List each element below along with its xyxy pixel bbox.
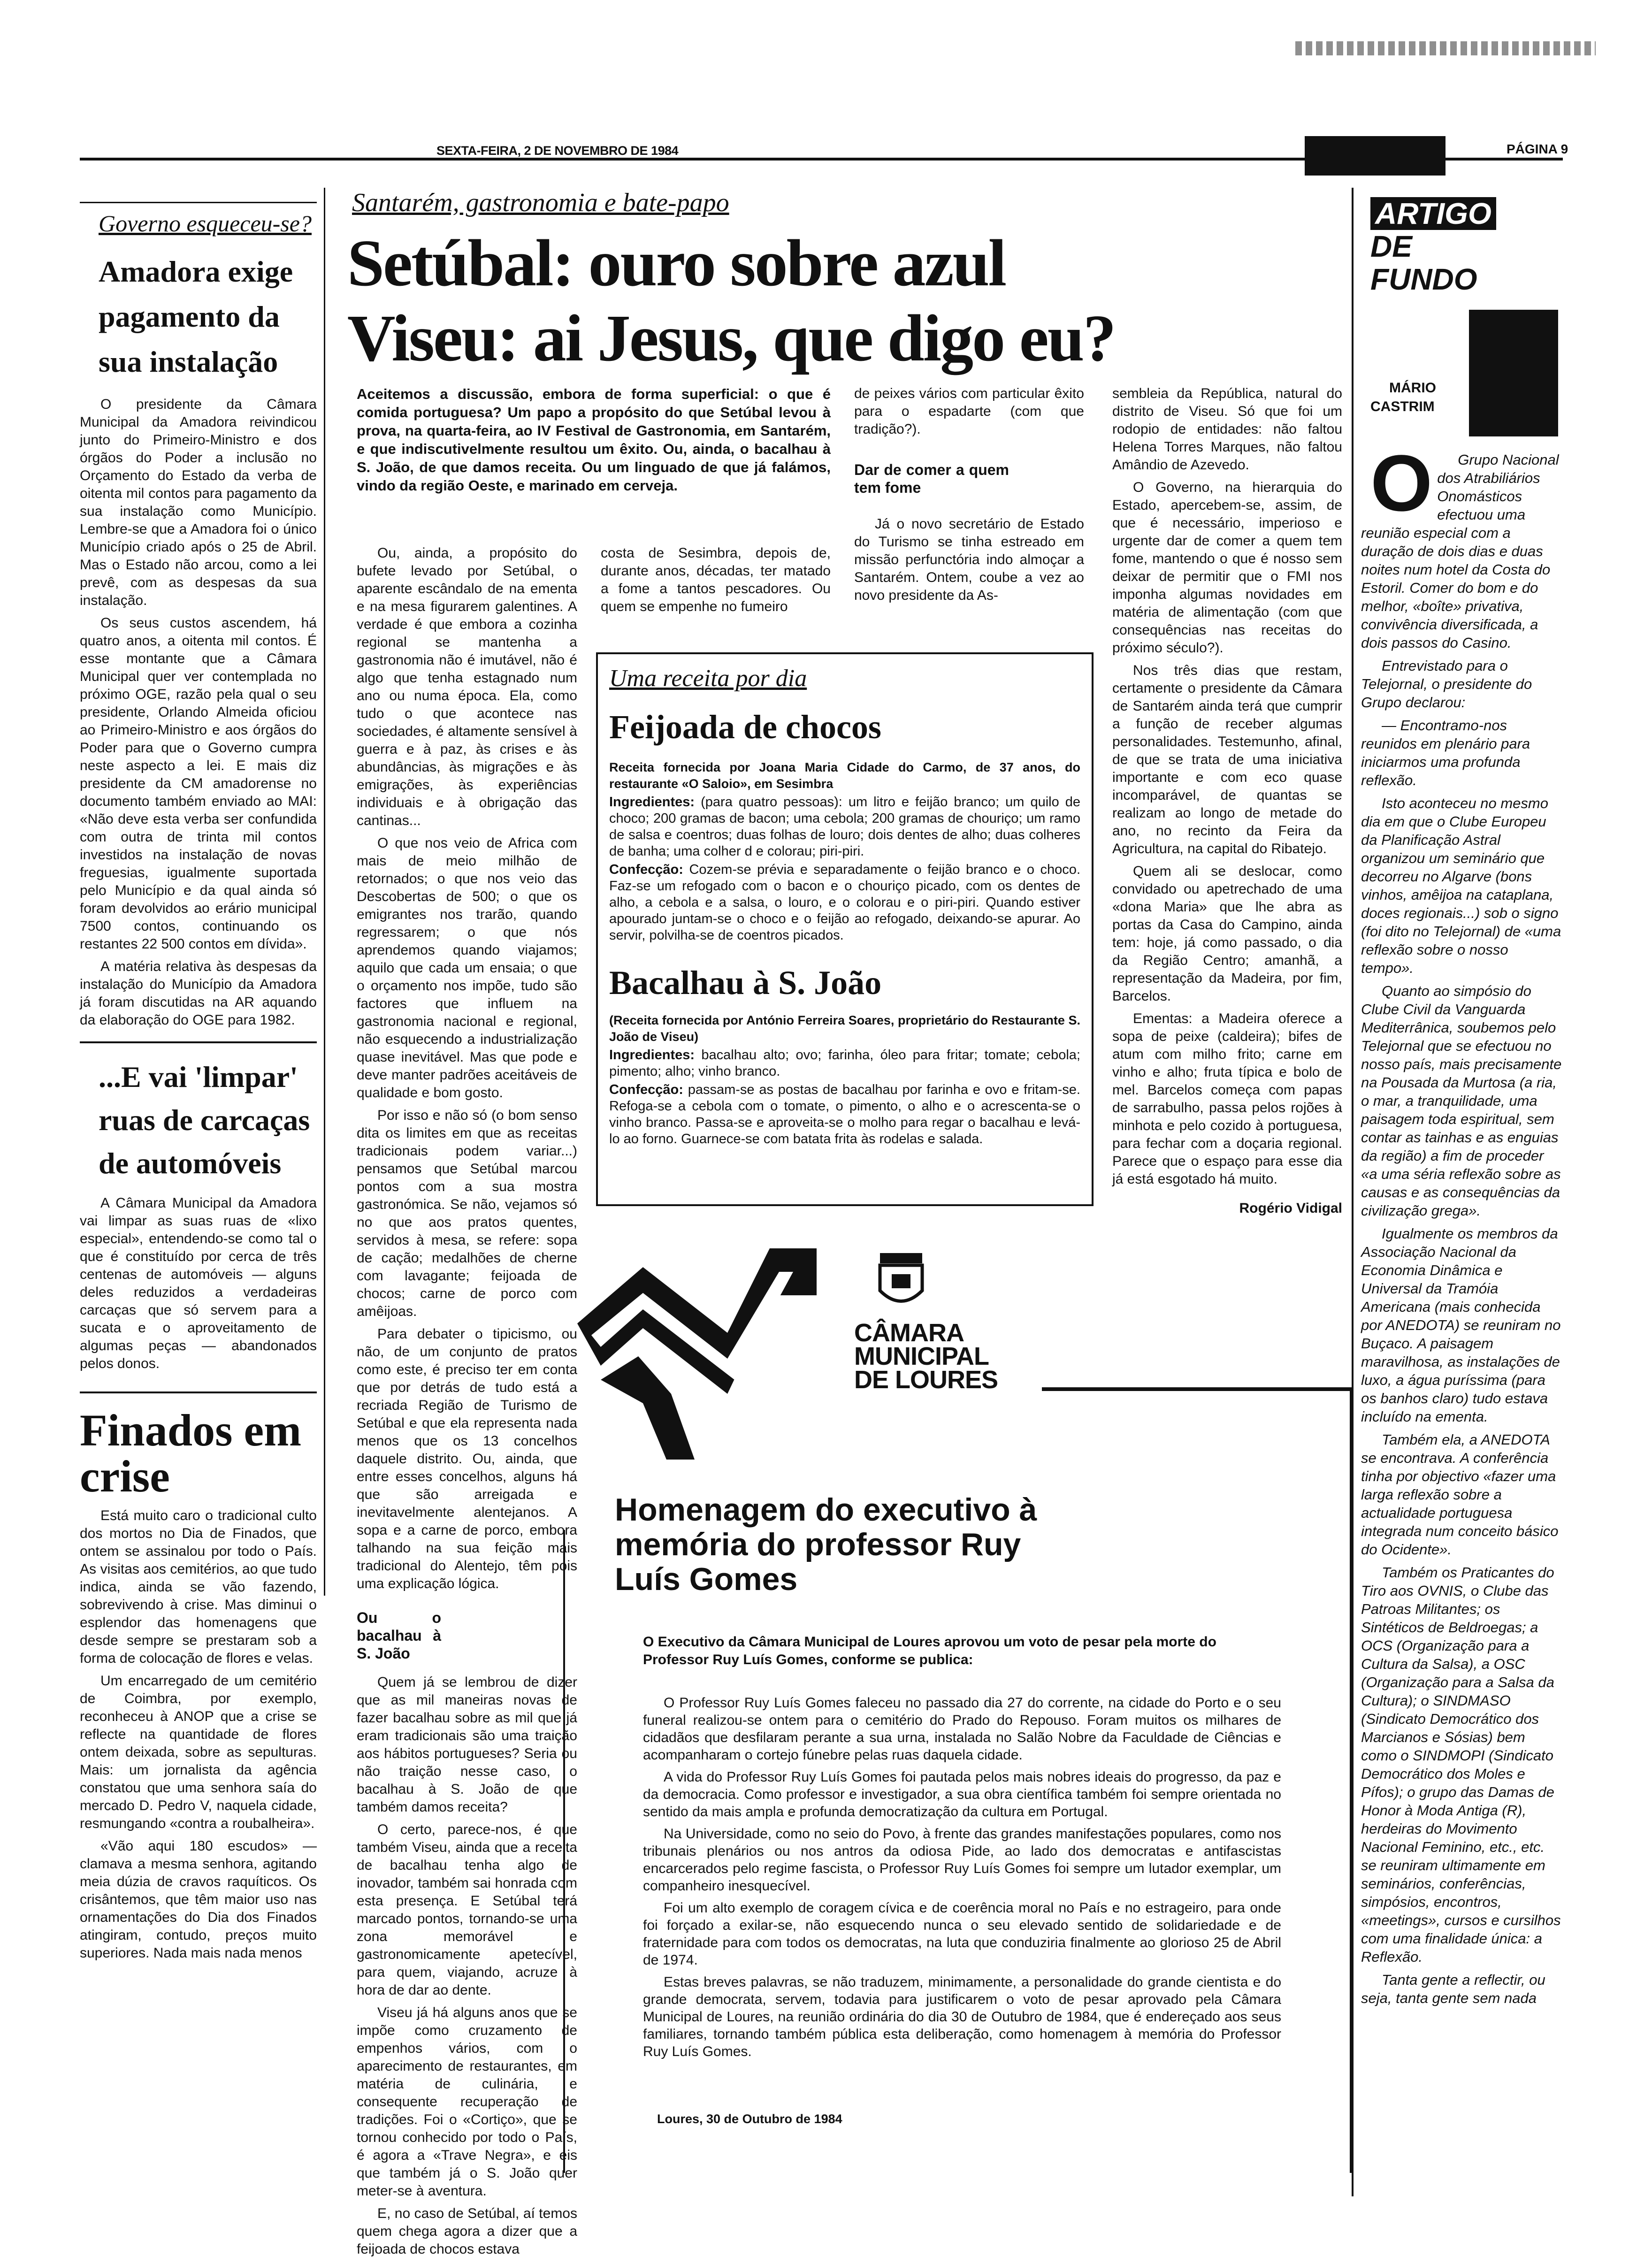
- section-title: [1370, 197, 1563, 296]
- right-body: [1361, 439, 1563, 2007]
- byline: Rogério Vidigal: [1239, 1200, 1342, 1216]
- loures-org-line-2: MUNICIPAL: [854, 1342, 989, 1370]
- section-title-line-3: FUNDO: [1370, 262, 1477, 296]
- loures-paragraph: A vida do Professor Ruy Luís Gomes foi pautada pelos mais nobres ideais do progresso, da paz e da democracia. Como professor e investigador, a sua obra científica também foi sempre orientada no sentido da mais ampla e profunda democratização da cultura em Portugal.: [643, 1769, 1281, 1820]
- recipe-1-ingredients-text: (para quatro pessoas): um litro e feijão branco; um quilo de choco; 200 gramas de bacon; uma cebola; 200 gramas de chouriço; um ramo de salsa e coentros; duas folhas de louro; dois dentes de alho; duas colheres de banha; uma colher d e colorau; piri-piri.: [609, 795, 1080, 859]
- main-paragraph: Para debater o tipicismo, ou não, de um conjunto de pratos como este, é preciso ter em conta que por detrás de tudo está a recriada Região de Turismo de Setúbal e que ela representa nada menos que os 13 concelhos daquele distrito. Ou, ainda, que entre esses concelhos, alguns há que são arreigada e inevitavelmente alentejanos. A sopa e a carne de porco, embora talhando na sua feição mais tradicional do Alentejo, têm pois uma explicação lógica.: [357, 1326, 577, 1591]
- page-number-bar: [1305, 136, 1446, 176]
- right-paragraph: Isto aconteceu no mesmo dia em que o Clube Europeu da Planificação Astral organizou um seminário que decorreu no Algarve (bons vinhos, amêijoa na cataplana, doces regionais...) sob o signo (foi dito no Telejornal) de «uma reflexão sobre o nosso tempo».: [1361, 795, 1561, 976]
- main-lead-text: Aceitemos a discussão, embora de forma superficial: o que é comida portuguesa? Um papo a propósito do que Setúbal levou à prova, na quarta-feira, ao IV Festival de Gastronomia, em Santarém, e que indiscutivelmente resultou um êxito. Ou, ainda, o bacalhau à S. João, de que damos receita. Ou um linguado de que já falámos, vindo da região Oeste, e marinado em cerveja.: [357, 386, 831, 494]
- right-paragraph: Grupo Nacional dos Atrabiliários Onomásticos efectuou uma reunião especial com a duração de dois dias e duas noites num hotel da Costa do Estoril. Comer do bom e do melhor, «boîte» privativa, convivência diversificada, a dois passos do Casino.: [1361, 451, 1559, 651]
- loures-paragraph: Estas breves palavras, se não traduzem, minimamente, a personalidade do grande cientista e do grande democrata, servem, todavia para justificarem o voto de pesar aprovado pela Câmara Municipal de Loures, na reunião ordinária do dia 30 de Outubro de 1984, que é endereçado aos seus familiares, tornando também pública esta deliberação, como homenagem à memória do Professor Ruy Luís Gomes.: [643, 1974, 1281, 2059]
- ingredients-label: Ingredientes:: [609, 1047, 695, 1063]
- right-column-vertical-rule: [1352, 188, 1354, 2196]
- main-col-2: [601, 544, 831, 620]
- gov-headline: Amadora exige pagamento da sua instalação: [99, 255, 293, 378]
- main-paragraph: de peixes vários com particular êxito para o espadarte (com que tradição?).: [854, 386, 1084, 437]
- recipe-2-preparation-text: passam-se as postas de bacalhau por farinha e ovo e fritam-se. Refoga-se a cebola com o tomate, o pimento, o alho e o acrescenta-se o vinho branco. Passa-se e aproveita-se o molho para regar o bacalhau e levá-lo ao forno. Guarnece-se com batata frita às rodelas e salada.: [609, 1082, 1080, 1147]
- main-paragraph: sembleia da República, natural do distrito de Viseu. Só que foi um rodopio de entidades: não faltou Helena Torres Marques, não faltou Amândio de Azevedo.: [1112, 386, 1342, 473]
- loures-org-line-1: CÂMARA: [854, 1319, 964, 1347]
- recipe-1-body: [609, 759, 1080, 944]
- finados-paragraph: «Vão aqui 180 escudos» — clamava a mesma senhora, agitando meia dúzia de cravos raquíticos. Os crisântemos, que têm maior uso nas ornamentações do Dia dos Finados atingiram, contudo, preços muito superiores. Nada mais nada menos: [80, 1838, 317, 1961]
- main-paragraph: E, no caso de Setúbal, aí temos quem chega agora a dizer que a feijoada de chocos estava: [357, 2206, 577, 2257]
- main-lead: [357, 385, 831, 499]
- carcass-paragraph: A Câmara Municipal da Amadora vai limpar as suas ruas de «lixo especial», entendendo-se como tal o que é constituído por cerca de três centenas de automóveis — alguns deles reduzidos a verdadeiras carcaças que só servem para a sucata e o aproveitamento de algumas peças — abandonados pelos donos.: [80, 1195, 317, 1371]
- left-divider: [80, 1041, 317, 1043]
- recipe-2-ingredients: [609, 1047, 1080, 1080]
- author-first-name: MÁRIO: [1389, 380, 1436, 396]
- gov-paragraph: A matéria relativa às despesas da instalação do Município da Amadora já foram discutidas na AR aquando da elaboração do OGE para 1982.: [80, 959, 317, 1028]
- recipe-kicker: Uma receita por dia: [609, 665, 807, 692]
- main-paragraph: Ementas: a Madeira oferece a sopa de peixe (caldeira); bifes de atum com milho frito; carne em vinho e alho; fruta típica e bolo de mel. Barcelos começa com papas de sarrabulho, passa pelos rojões à minhota e pelo cozido à portuguesa, para fechar com a doçaria regional. Parece que o espaço para esse dia já está esgotado há muito.: [1112, 1011, 1342, 1187]
- carcass-headline: ...E vai 'limpar' ruas de carcaças de automóveis: [99, 1060, 310, 1180]
- loures-headline: Homenagem do executivo à memória do professor Ruy Luís Gomes: [615, 1492, 1037, 1597]
- author-photo: [1469, 310, 1558, 436]
- recipe-2-preparation: [609, 1082, 1080, 1147]
- loures-paragraph: Foi um alto exemplo de coragem cívica e de coerência moral no País e no estrageiro, para onde foi forçado a exilar-se, não esquecendo nunca o seu elevado sentido de solidariedade e de fraternidade para com todos os democratas, na luta que conduziria finalmente ao glorioso 25 de Abril de 1974.: [643, 1900, 1281, 1968]
- loures-paragraph: Na Universidade, como no seio do Povo, à frente das grandes manifestações populares, como nos tribunais plenários ou nos antros da odiosa Pide, ao lado dos democratas e antifascistas encarcerados pelo regime fascista, o Professor Ruy Luís Gomes foi sempre um lutador exemplar, um companheiro inesquecível.: [643, 1826, 1281, 1894]
- right-column: [1361, 197, 1563, 2012]
- recipe-2-source: (Receita fornecida por António Ferreira Soares, proprietário do Restaurante S. João de Viseu): [609, 1013, 1080, 1044]
- right-paragraph: Também ela, a ANEDOTA se encontrava. A conferência tinha por objectivo «fazer uma larga reflexão sobre a actualidade portuguesa integrada num conceito básico do Ocidente».: [1361, 1431, 1559, 1558]
- loures-dateline: Loures, 30 de Outubro de 1984: [657, 2112, 842, 2126]
- recipe-2-ingredients-text: bacalhau alto; ovo; farinha, óleo para fritar; tomate; cebola; pimento; alho; vinho branco.: [609, 1047, 1080, 1079]
- main-paragraph: Já o novo secretário de Estado do Turismo se tinha estreado em missão perfunctória indo almoçar a Santarém. Ontem, coube a vez ao novo presidente da As-: [854, 516, 1084, 603]
- right-paragraph: Quanto ao simpósio do Clube Civil da Vanguarda Mediterrânica, soubemos pelo Telejornal que se efectuou no nosso país, mais precisamente na Pousada da Murtosa (a ria, o mar, a tranquilidade, uma paisagem toda espiritual, sem contar as tainhas e as enguias da região) a fim de proceder «a uma séria reflexão sobre as causas e as consequências da civilização grega».: [1361, 983, 1562, 1219]
- recipe-2-body: [609, 1012, 1080, 1147]
- carcass-body: [80, 1194, 317, 1373]
- right-paragraph: Também os Praticantes do Tiro aos OVNIS, o Clube das Patroas Militantes; os Sintéticos de Beldroegas; a OCS (Organização para a Cultura da Salsa), a OSC (Organização para a Salsa da Cultura); o SINDMASO (Sindicato Democrático dos Marcianos e Sósias) bem como o SINDMOPI (Sindicato Democrático dos Moles e Pífos); o grupo das Damas de Honor à Moda Antiga (R), herdeiras do Movimento Nacional Feminino, etc., etc. se reuniram ultimamente em seminários, conferências, simpósios, encontros, «meetings», cursos e cursilhos com uma finalidade única: a Reflexão.: [1361, 1564, 1561, 1965]
- gov-kicker: Governo esqueceu-se?: [99, 210, 312, 237]
- main-paragraph: Quem já se lembrou de dizer que as mil maneiras novas de fazer bacalhau sobre as mil que já eram tradicionais são uma traição aos hábitos portugueses? Seria ou não traição nesse caso, o bacalhau à S. João de que também damos receita?: [357, 1674, 577, 1815]
- main-paragraph: Por isso e não só (o bom senso dita os limites em que as receitas tradicionais podem variar...) pensamos que Setúbal marcou pontos com a sua mostra gastronómica. Se não, vejamos só no que aos pratos quentes, servidos à mesa, se refere: sopa de cação; medalhões de cherne com lavagante; feijoada de chocos; carne de porco com amêijoas.: [357, 1108, 577, 1319]
- recipe-1-preparation-text: Cozem-se prévia e separadamente o feijão branco e o choco. Faz-se um refogado com o bacon e o chouriço picado, com os dentes de alho, a cebola e a salsa, o louro, e o colorau e o piri-piri. Quando estiver apourado juntam-se o choco e o feijão ao refogado, deixando-se apurar. Ao servir, polvilha-se de coentros picados.: [609, 862, 1080, 943]
- loures-paragraph: O Professor Ruy Luís Gomes faleceu no passado dia 27 do corrente, na cidade do Porto e o seu funeral realizou-se ontem para o cemitério do Prado do Repouso. Foram muitos os milhares de cidadãos que desfilaram perante a sua urna, instalada no Salão Nobre da Faculdade de Ciências e acompanharam o cortejo fúnebre pelas ruas daquela cidade.: [643, 1695, 1281, 1763]
- main-paragraph: O certo, parece-nos, é que também Viseu, ainda que a receita de bacalhau tenha algo de inovador, também sai honrada com esta presença. E Setúbal terá marcado pontos, tornando-se uma zona memorável e gastronomicamente apetecível, para quem, viajando, acruze à hora de dar ao dente.: [357, 1822, 577, 1998]
- main-paragraph: costa de Sesimbra, depois de, durante anos, décadas, ter matado a fome a tantos pescadores. Ou quem se empenhe no fumeiro: [601, 545, 831, 614]
- col1-subhead: Ou o bacalhau à S. João: [357, 1609, 441, 1662]
- recipe-title-1: Feijoada de chocos: [609, 708, 881, 746]
- ingredients-label: Ingredientes:: [609, 795, 695, 810]
- finados-paragraph: Um encarregado de um cemitério de Coimbra, por exemplo, reconheceu à ANOP que a crise se reflecte na quantidade de flores ontem deixada, sobre as sepulturas. Mais: um jornalista da agência constatou que uma senhora saía do mercado D. Pedro V, naquela cidade, resmungando «contra a roubalheira».: [80, 1673, 317, 1831]
- finados-body: [80, 1507, 317, 1962]
- loures-lead: O Executivo da Câmara Municipal de Loures aprovou um voto de pesar pela morte do Professor Ruy Luís Gomes, conforme se publica:: [643, 1634, 1216, 1667]
- author-block: [1361, 314, 1563, 413]
- main-paragraph: Ou, ainda, a propósito do bufete levado por Setúbal, o aparente escândalo de na ementa e na mesa figurarem galentines. A verdade é que embora a cozinha regional se mantenha a gastronomia não é imutável, não é algo que tenha estagnado num ano ou numa época. Ela, como tudo o que acontece nas sociedades, é altamente sensível à guerra e à paz, às crises e às abundâncias, às migrações e às emigrações, às experiências individuais e à obrigação das cantinas...: [357, 545, 577, 828]
- main-col-4: [1112, 385, 1342, 1217]
- left-column: [80, 202, 317, 1967]
- preparation-label: Confecção:: [609, 862, 683, 877]
- recipe-1-ingredients: [609, 794, 1080, 860]
- drop-cap: O: [1370, 439, 1433, 528]
- right-paragraph: Tanta gente a reflectir, ou seja, tanta gente sem nada: [1361, 1972, 1545, 2006]
- loures-ad: [563, 1230, 1356, 2178]
- gov-paragraph: Os seus custos ascendem, há quatro anos, a oitenta mil contos. É esse montante que a Câmara Municipal quer ver contemplada no próximo OGE, razão pela qual o seu presidente, Orlando Almeida oficiou ao Primeiro-Ministro e aos órgãos do Poder para que o Governo cumpra neste aspecto a lei. E mais diz presidente da CM amadorense no documento também enviado ao MAI: «Não deve esta verba ser confundida com outra de trinta mil contos investidos na instalação de novas freguesias, igualmente suportada pelo Município e da qual ainda só foram devolvidos ao erário municipal 7500 contos, continuando os restantes 22 500 contos em dívida».: [80, 615, 317, 952]
- main-col-1: [357, 544, 577, 2263]
- finados-headline: Finados em crise: [80, 1405, 302, 1501]
- gov-body: [80, 396, 317, 1029]
- top-edge-noise: [1295, 41, 1596, 55]
- right-paragraph: — Encontramo-nos reunidos em plenário para iniciarmos uma profunda reflexão.: [1361, 717, 1530, 788]
- main-kicker: Santarém, gastronomia e bate-papo: [352, 188, 729, 217]
- right-paragraph: Entrevistado para o Telejornal, o presidente do Grupo declarou:: [1361, 657, 1532, 711]
- main-headline-line2: Viseu: ai Jesus, que digo eu?: [347, 301, 1115, 375]
- date-line: SEXTA-FEIRA, 2 DE NOVEMBRO DE 1984: [436, 144, 679, 158]
- gov-paragraph: O presidente da Câmara Municipal da Amadora reivindicou junto do Primeiro-Ministro e dos órgãos do Poder a inclusão no Orçamento do Estado da verba de oitenta mil contos para pagamento da sua instalação como Município. Lembre-se que a Amadora foi o único Município criado após o 25 de Abril. Mas o Estado não arcou, como a lei prevê, com as despesas da sua instalação.: [80, 397, 317, 608]
- section-title-line-1: ARTIGO: [1370, 197, 1496, 230]
- finados-paragraph: Está muito caro o tradicional culto dos mortos no Dia de Finados, que ontem se assinalou por todo o País. As visitas aos cemitérios, ao que tudo indica, ainda se vão fazendo, sobrevivendo à crise. Mas diminui o esplendor das homenagens que desde sempre se prestaram sob a forma de colocação de flores e velas.: [80, 1508, 317, 1666]
- gov-box-rule-top: [80, 202, 317, 203]
- loures-body: [643, 1694, 1281, 2065]
- recipe-box: [596, 652, 1094, 1206]
- loures-org-line-3: DE LOURES: [854, 1366, 998, 1394]
- col3-subhead: Dar de comer a quem tem fome: [854, 461, 1009, 496]
- recipe-1-source: Receita fornecida por Joana Maria Cidade do Carmo, de 37 anos, do restaurante «O Saloio», em Sesimbra: [609, 760, 1080, 791]
- main-paragraph: Quem ali se deslocar, como convidado ou apetrechado de uma «dona Maria» que lhe abra as portas da Casa do Campino, ainda tem: hoje, já como passado, o dia da Região Centro; amanhã, a representação da Madeira, por fim, Barcelos.: [1112, 864, 1342, 1004]
- left-column-vertical-rule: [324, 188, 325, 1596]
- right-paragraph: Igualmente os membros da Associação Nacional da Economia Dinâmica e Universal da Tramóia Americana (mais conhecida por ANEDOTA) se reuniram no Buçaco. A paisagem maravilhosa, as instalações de luxo, a água puríssima (para os banhos claro) tudo estava incluído na ementa.: [1361, 1225, 1561, 1425]
- main-paragraph: O Governo, na hierarquia do Estado, apercebem-se, assim, de que é necessário, imperioso e urgente dar de comer a quem tem fome, mantendo o que é nosso sem deixar de permitir que o FMI nos imponha algumas novidades em matéria de alimentação (com que consequências nas receitas do próximo século?).: [1112, 480, 1342, 656]
- main-paragraph: O que nos veio de Africa com mais de meio milhão de retornados; o que nos veio das Descobertas de 500; o que os emigrantes nos trarão, quando regressarem; o que nós aprendemos quando viajamos; aquilo que cada um ensaia; o que o orçamento nos impõe, tudo são factores que influem na gastronomia nacional e regional, não esquecendo a industrialização quase inevitável. Mas que pode e deve manter padrões aceitáveis de qualidade e bom gosto.: [357, 835, 577, 1101]
- author-last-name: CASTRIM: [1370, 399, 1435, 414]
- preparation-label: Confecção:: [609, 1082, 683, 1097]
- main-headline-line1: Setúbal: ouro sobre azul: [347, 226, 1006, 300]
- recipe-1-preparation: [609, 862, 1080, 944]
- main-paragraph: Viseu já há alguns anos que se impõe como cruzamento de empenhos vários, com o aparecimento de restaurantes, em matéria de culinária, e consequente recuperação de tradições. Foi o «Cortiço», que se tornou conhecido por todo o País, é agora a «Trave Negra», e eis que também já o S. João quer meter-se à aventura.: [357, 2005, 577, 2199]
- main-paragraph: Nos três dias que restam, certamente o presidente da Câmara de Santarém ainda terá que cumprir a função de receber algumas personalidades. Testemunho, afinal, de que se trata de uma iniciativa importante e com eco quase incomparável, de quantas se realizam ao longo de metade do ano, no recinto da Feira da Agricultura, na capital do Ribatejo.: [1112, 663, 1342, 856]
- main-col-3: [854, 385, 1084, 609]
- recipe-title-2: Bacalhau à S. João: [609, 964, 882, 1002]
- section-title-line-2: DE: [1370, 229, 1412, 263]
- page-label: PÁGINA 9: [1507, 142, 1568, 156]
- left-divider-2: [80, 1391, 317, 1393]
